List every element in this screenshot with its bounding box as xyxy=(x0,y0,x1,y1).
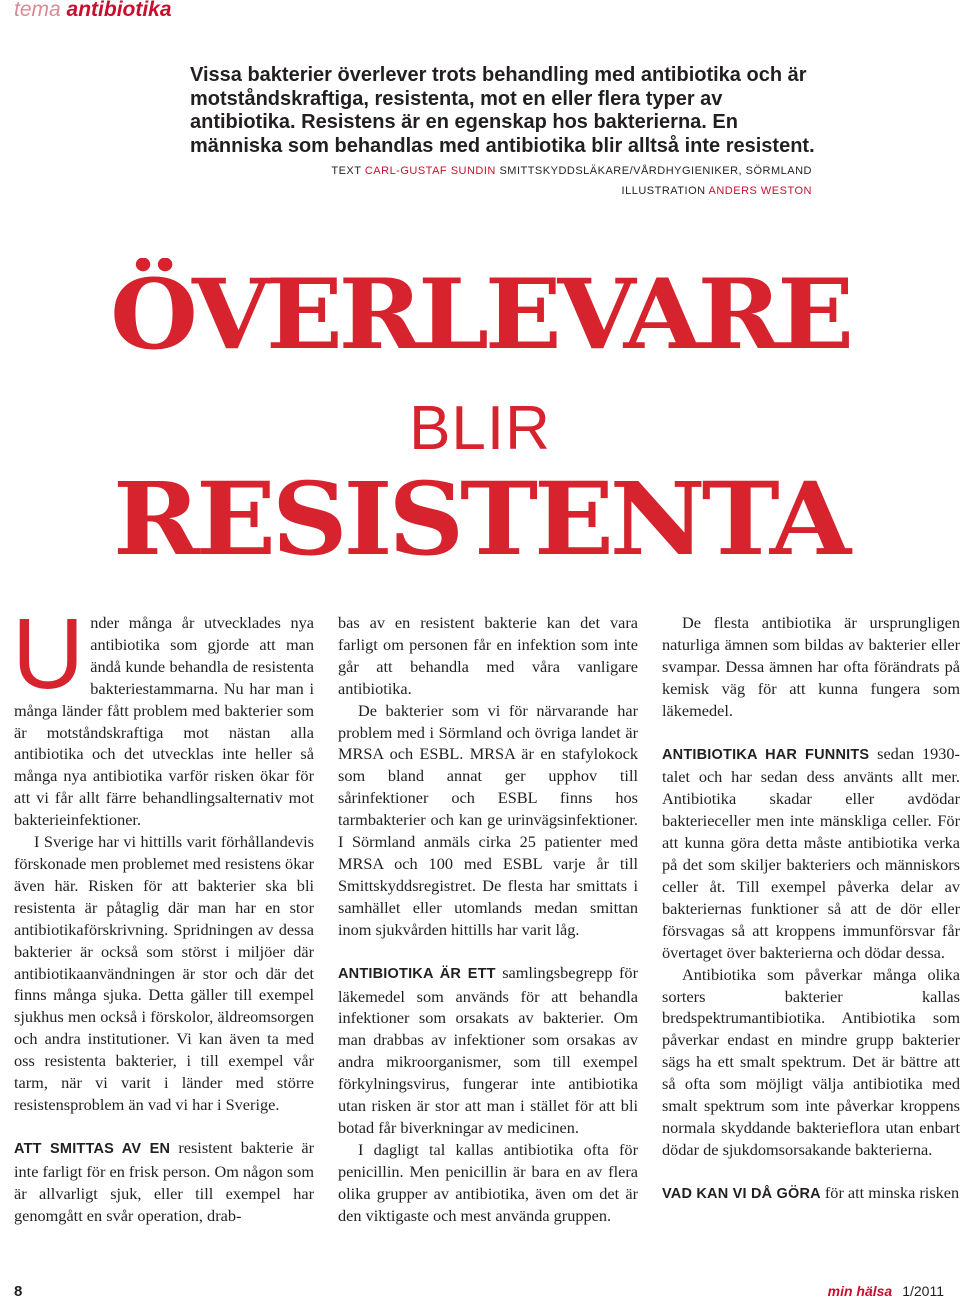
paragraph: De flesta antibiotika är ursprungligen naturliga ämnen som bildas av bakterier eller svampar. Dessa ämnen har ofta förändrats på kemisk väg för att kunna fungera som läkemedel. xyxy=(662,613,960,720)
paragraph-text: sedan 1930-talet och har sedan dess använts allt mer. Antibiotika skadar eller avdödar bakterieceller men inte mänskliga celler. För att kunna göra detta måste antibiotika verka på det som skiljer bakteriers och människors celler åt. Till exempel påverka delar av bakteriernas funktioner så att de dör eller försvagas så att kroppens immunförsvar får övertaget över bakterierna och dödar dessa. xyxy=(662,743,960,962)
brand-name: min hälsa xyxy=(827,1283,893,1299)
rubric-part1: tema xyxy=(14,0,61,21)
paragraph: I Sverige har vi hittills varit förhållandevis förskonade men problemet med resistens ökar även här. Risken för att bakterier ska bli resistenta är påtaglig där man har en stor antibiotikaförskrivning. Spridningen av dessa bakterier är också som störst i miljöer där antibiotikaanvändningen är stor och där det finns många sjuka. Detta gäller till exempel sjukhus men också i förskolor, äldreomsorgen och andra institutioner. Vi kan även ta med oss resistenta bakterier, i till exempel vår tarm, när vi varit i länder med större resistensproblem än vad vi har i Sverige. xyxy=(14,832,314,1114)
body-column-1 xyxy=(12,598,314,1226)
subhead-lead: VAD KAN VI DÅ GÖRA xyxy=(662,1185,821,1202)
byline xyxy=(331,161,812,201)
subhead-paragraph xyxy=(14,1137,314,1227)
article-ingress: Vissa bakterier överlever trots behandling med antibiotika och är motståndskraftiga, resistenta, mot en eller flera typer av antibiotika. Resistens är en egenskap hos bakterierna. En människa som behandlas med antibiotika blir alltså inte resistent. xyxy=(190,64,815,157)
subhead-paragraph xyxy=(662,743,960,964)
illustration-label: ILLUSTRATION xyxy=(621,185,706,197)
subhead-paragraph xyxy=(662,1182,960,1206)
headline-line2: BLIR xyxy=(409,394,551,463)
paragraph: I dagligt tal kallas antibiotika ofta för penicillin. Men penicillin är bara en av flera olika grupper av antibiotika, även om det är den viktigaste och mest använda gruppen. xyxy=(338,1139,638,1225)
paragraph-text: nder många år utvecklades nya antibiotika som gjorde att man ändå kunde behandla de resistenta bakteriestammarna. Nu har man i många länder fått problem med bakterier som är motståndskraftiga mot nästan alla antibiotika och det utvecklas inte heller så många nya antibiotika varför risken ökar för att vi får allt färre behandlingsalternativ mot bakterieinfektioner. xyxy=(14,613,314,830)
subhead-lead: ANTIBIOTIKA ÄR ETT xyxy=(338,965,496,982)
paragraph xyxy=(12,598,314,831)
subhead-lead: ANTIBIOTIKA HAR FUNNITS xyxy=(662,746,870,763)
rubric-part2: antibiotika xyxy=(66,0,172,21)
paragraph-text: resistent bakterie är inte farligt för en frisk person. Om någon som är allvarligt sjuk, eller till exempel har genomgått en svår operation, drab- xyxy=(14,1137,314,1225)
paragraph: De bakterier som vi för närvarande har problem med i Sörmland och övriga landet är MRSA och ESBL. MRSA är en stafylokock som bland annat ger upphov till sårinfektioner och ESBL finns hos tarmbakterier och kan ge urinvägsinfektioner. I Sörmland anmäls cirka 25 patienter med MRSA och 100 med ESBL varje år till Smittskyddsregistret. De flesta har smittats i samhället eller utomlands medan smittan inom sjukvården hittills har varit låg. xyxy=(338,700,638,939)
subhead-lead: ATT SMITTAS AV EN xyxy=(14,1140,171,1157)
headline-line1: ÖVERLEVARE xyxy=(110,258,850,371)
section-rubric xyxy=(14,0,172,22)
illustrator-name: ANDERS WESTON xyxy=(708,185,812,197)
author-name: CARL-GUSTAF SUNDIN xyxy=(364,165,496,177)
paragraph: bas av en resistent bakterie kan det vara farligt om personen får en infektion som inte går att behandla med våra vanligare antibiotika. xyxy=(338,613,638,698)
paragraph: Antibiotika som påverkar många olika sorters bakterier kallas bredspektrumantibiotika. Antibiotika som påverkar endast en mindre grupp bakterier sägs ha ett smalt spektrum. Det är bättre att så ofta som möjligt välja antibiotika med smalt spektrum som inte påverkar kroppens normala skyddande bakterieflora utan enbart dödar de sjukdomsorsakande bakterierna. xyxy=(662,964,960,1159)
footer-masthead xyxy=(828,1283,944,1299)
subhead-paragraph xyxy=(338,962,638,1139)
paragraph-text: för att minska risken xyxy=(820,1182,960,1202)
body-column-2 xyxy=(338,612,638,1226)
page-number: 8 xyxy=(14,1283,23,1300)
drop-cap: U xyxy=(12,598,85,710)
issue-number: 1/2011 xyxy=(902,1283,944,1299)
author-role: SMITTSKYDDSLÄKARE/VÅRDHYGIENIKER, SÖRMLAND xyxy=(499,165,812,177)
body-column-3 xyxy=(662,612,960,1206)
paragraph-text: samlingsbegrepp för läkemedel som används för att behandla infektioner som orsakats av bakterier. Om man drabbas av infektioner som orsakas av andra mikroorganismer, som till exempel förkylningsvirus, fungerar inte antibiotika utan risken är stor att man i stället för att bli botad får biverkningar av medicinen. xyxy=(338,962,638,1137)
headline-line3: RESISTENTA xyxy=(112,460,848,578)
text-label: TEXT xyxy=(331,165,362,177)
